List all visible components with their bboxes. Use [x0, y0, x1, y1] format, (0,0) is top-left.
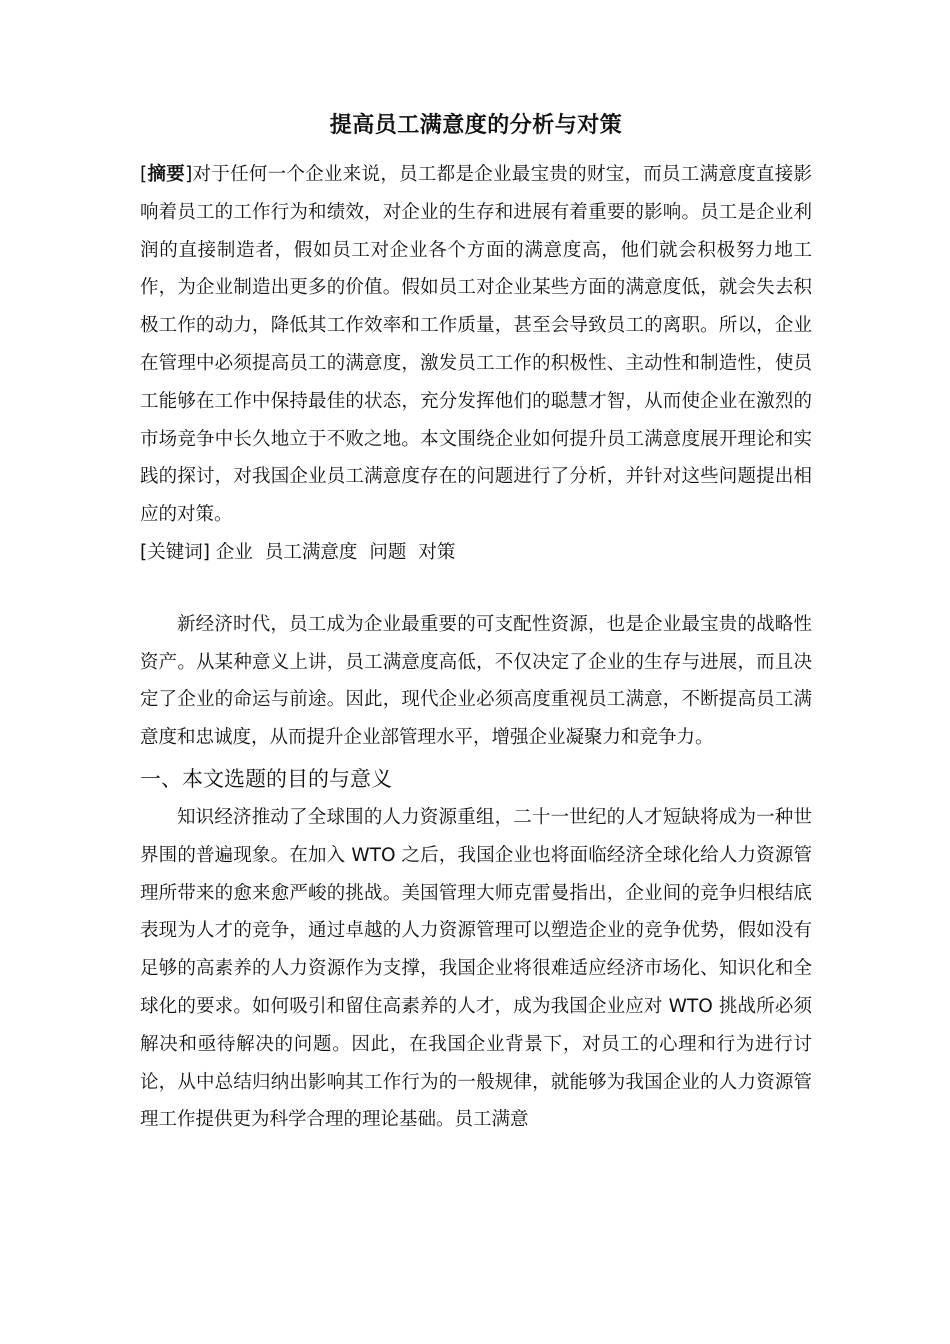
keyword-item: 问题: [369, 541, 407, 563]
keyword-item: 对策: [418, 541, 456, 563]
keywords-label: [关键词]: [140, 541, 210, 563]
keyword-item: 企业: [215, 541, 253, 563]
abstract-text: 对于任何一个企业来说，员工都是企业最宝贵的财宝，而员工满意度直接影响着员工的工作行为和绩效，对企业的生存和进展有着重要的影响。员工是企业利润的直接制造者，假如员工对企业各个方面的满意度高，他们就会积极努力地工作，为企业制造出更多的价值。假如员工对企业某些方面的满意度低，就会失去积极工作的动力，降低其工作效率和工作质量，甚至会导致员工的离职。所以，企业在管理中必须提高员工的满意度，激发员工工作的积极性、主动性和制造性，使员工能够在工作中保持最佳的状态，充分发挥他们的聪慧才智，从而使企业在激烈的市场竞争中长久地立于不败之地。本文围绕企业如何提升员工满意度展开理论和实践的探讨，对我国企业员工满意度存在的问题进行了分析，并针对这些问题提出相应的对策。: [140, 164, 812, 526]
abstract-label: 摘要: [147, 164, 186, 185]
abstract-paragraph: [摘要]对于任何一个企业来说，员工都是企业最宝贵的财宝，而员工满意度直接影响着员工的工作行为和绩效，对企业的生存和进展有着重要的影响。员工是企业利润的直接制造者，假如员工对企业各个方面的满意度高，他们就会积极努力地工作，为企业制造出更多的价值。假如员工对企业某些方面的满意度低，就会失去积极工作的动力，降低其工作效率和工作质量，甚至会导致员工的离职。所以，企业在管理中必须提高员工的满意度，激发员工工作的积极性、主动性和制造性，使员工能够在工作中保持最佳的状态，充分发挥他们的聪慧才智，从而使企业在激烈的市场竞争中长久地立于不败之地。本文围绕企业如何提升员工满意度展开理论和实践的探讨，对我国企业员工满意度存在的问题进行了分析，并针对这些问题提出相应的对策。: [140, 164, 812, 526]
section-heading: 一、本文选题的目的与意义: [140, 766, 392, 791]
keywords-line: [140, 534, 812, 572]
section-paragraph: 知识经济推动了全球围的人力资源重组，二十一世纪的人才短缺将成为一种世界围的普遍现象。在加入 WTO 之后，我国企业也将面临经济全球化给人力资源管理所带来的愈来愈严峻的挑战。美国管理大师克雷曼指出，企业间的竞争归根结底表现为人才的竞争，通过卓越的人力资源管理可以塑造企业的竞争优势，假如没有足够的高素养的人力资源作为支撑，我国企业将很难适应经济市场化、知识化和全球化的要求。如何吸引和留住高素养的人才，成为我国企业应对 WTO 挑战所必须解决和亟待解决的问题。因此，在我国企业背景下，对员工的心理和行为进行讨论，从中总结归纳出影响其工作行为的一般规律，就能够为我国企业的人力资源管理工作提供更为科学合理的理论基础。员工满意: [140, 806, 812, 1131]
section-spacer: [140, 572, 812, 606]
keyword-item: 员工满意度: [264, 541, 358, 563]
intro-paragraph: 新经济时代，员工成为企业最重要的可支配性资源，也是企业最宝贵的战略性资产。从某种意义上讲，员工满意度高低，不仅决定了企业的生存与进展，而且决定了企业的命运与前途。因此，现代企业必须高度重视员工满意，不断提高员工满意度和忠诚度，从而提升企业部管理水平，增强企业凝聚力和竞争力。: [140, 613, 812, 749]
document-page: [140, 110, 812, 1139]
document-title: 提高员工满意度的分析与对策: [329, 113, 623, 138]
